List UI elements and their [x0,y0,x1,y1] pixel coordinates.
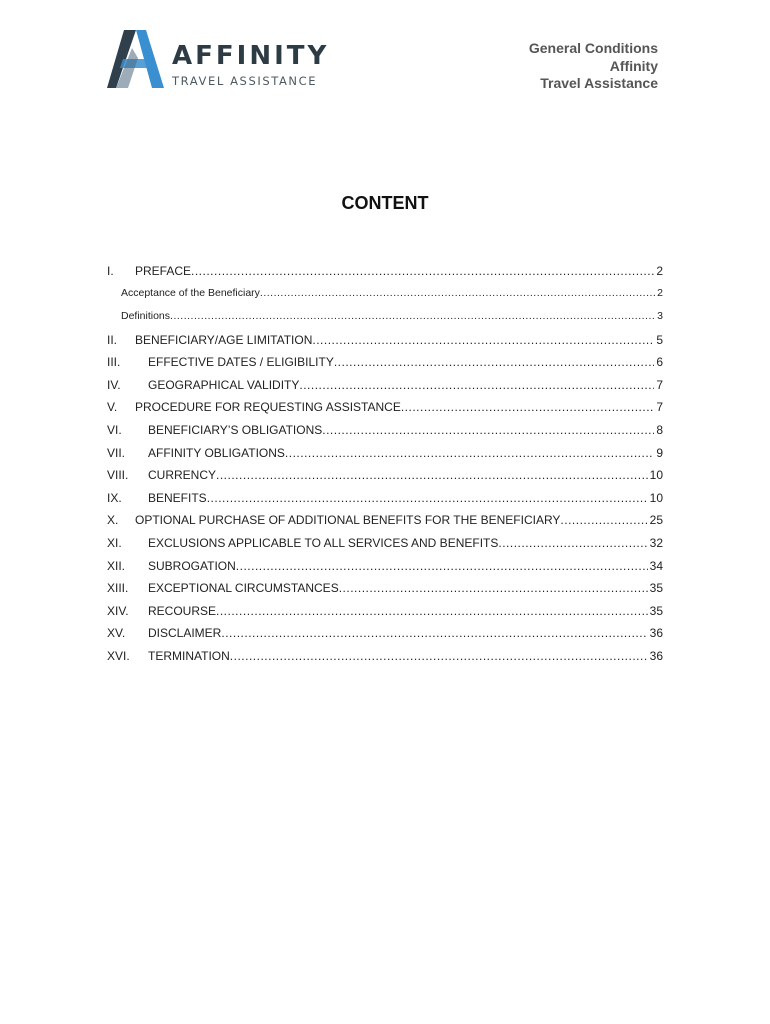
toc-dot-leader [216,604,648,618]
toc-entry-number: XIV. [107,603,129,618]
toc-entry-number: I. [107,264,114,278]
toc-entry-number: XVI. [107,648,130,663]
toc-entry-label: OPTIONAL PURCHASE OF ADDITIONAL BENEFITS FOR THE BENEFICIARY [135,513,561,528]
toc-entry[interactable] [107,355,663,378]
toc-dot-leader [560,513,647,527]
toc-entry[interactable] [107,310,663,333]
toc-dot-leader [230,649,648,663]
toc-entry-label: PROCEDURE FOR REQUESTING ASSISTANCE [135,400,401,415]
affinity-a-mark-icon [106,28,166,90]
toc-entry-page: 6 [656,355,663,370]
logo-tagline: TRAVEL ASSISTANCE [172,74,318,88]
toc-entry-page: 35 [649,581,663,596]
toc-entry-number: IX. [107,490,122,505]
toc-dot-leader [339,581,648,595]
toc-entry[interactable] [107,581,663,604]
toc-dot-leader [221,626,647,640]
toc-entry-label: EXCEPTIONAL CIRCUMSTANCES [148,581,339,596]
toc-entry[interactable] [107,468,663,491]
toc-entry-page: 32 [649,535,663,550]
toc-entry-label: EXCLUSIONS APPLICABLE TO ALL SERVICES AND BENEFITS [148,535,499,550]
toc-entry-page: 10 [649,490,663,505]
toc-entry-number: XIII. [107,581,129,596]
toc-entry-page: 8 [656,422,663,437]
toc-entry-label: GEOGRAPHICAL VALIDITY [148,377,300,392]
toc-entry-number: X. [107,513,119,528]
toc-entry-page: 25 [649,513,663,528]
table-of-contents [107,264,663,672]
toc-entry-number: IV. [107,377,121,392]
document-header [529,40,658,93]
toc-dot-leader [236,559,648,573]
toc-entry[interactable] [107,536,663,559]
toc-entry-label: BENEFICIARY’S OBLIGATIONS [148,422,323,437]
toc-dot-leader [170,310,655,322]
toc-dot-leader [260,287,655,299]
toc-entry-label: RECOURSE [148,603,217,618]
toc-entry-label: BENEFITS [148,490,207,505]
toc-dot-leader [299,378,654,392]
toc-entry-page: 7 [656,377,663,392]
toc-entry-label: EFFECTIVE DATES / ELIGIBILITY [148,355,334,370]
toc-entry-label: SUBROGATION [148,558,236,573]
toc-dot-leader [322,423,654,437]
toc-entry-page: 7 [656,400,663,415]
toc-entry-label: Acceptance of the Beneficiary [121,286,260,299]
toc-entry[interactable] [107,491,663,514]
toc-entry[interactable] [107,446,663,469]
toc-entry[interactable] [107,559,663,582]
toc-entry-label: BENEFICIARY/AGE LIMITATION [135,332,313,347]
toc-dot-leader [191,264,654,278]
toc-entry[interactable] [107,287,663,310]
toc-entry[interactable] [107,423,663,446]
toc-entry-number: XV. [107,626,126,641]
toc-entry-label: CURRENCY [148,468,217,483]
toc-entry-number: XI. [107,535,122,550]
toc-dot-leader [285,446,654,460]
toc-entry-page: 35 [649,603,663,618]
toc-entry[interactable] [107,513,663,536]
toc-dot-leader [401,400,654,414]
toc-entry-page: 3 [657,309,663,322]
toc-entry-number: III. [107,355,121,370]
header-line-2: Affinity [609,57,658,74]
toc-entry-page: 36 [649,626,663,641]
toc-entry[interactable] [107,604,663,627]
toc-entry[interactable] [107,264,663,287]
toc-entry-page: 36 [649,648,663,663]
affinity-logo [106,28,330,90]
toc-entry-page: 5 [656,332,663,347]
toc-entry-number: V. [107,400,118,415]
toc-entry-number: VI. [107,422,122,437]
toc-entry[interactable] [107,649,663,672]
logo-brand-name: AFFINITY [172,41,330,71]
toc-entry-page: 34 [649,558,663,573]
toc-dot-leader [334,355,654,369]
toc-entry-number: XII. [107,558,126,573]
toc-dot-leader [216,468,648,482]
toc-entry[interactable] [107,333,663,356]
toc-entry-label: DISCLAIMER [148,626,222,641]
toc-entry-number: VII. [107,445,126,460]
toc-entry-page: 2 [656,264,663,278]
header-line-3: Travel Assistance [540,75,658,91]
toc-entry-label: AFFINITY OBLIGATIONS [148,445,285,460]
page-title: CONTENT [341,193,429,213]
toc-entry-label: TERMINATION [148,648,230,663]
header-line-1: General Conditions [528,40,658,56]
toc-entry-page: 2 [657,286,663,299]
toc-entry-page: 9 [656,445,663,460]
toc-dot-leader [312,333,654,347]
toc-entry-page: 10 [649,468,663,483]
toc-entry-number: VIII. [107,468,129,483]
toc-entry[interactable] [107,626,663,649]
toc-entry[interactable] [107,378,663,401]
toc-dot-leader [498,536,647,550]
toc-dot-leader [207,491,648,505]
toc-entry-number: II. [107,332,118,347]
toc-entry-label: Definitions [121,309,171,322]
toc-entry-label: PREFACE [135,264,192,278]
toc-entry[interactable] [107,400,663,423]
